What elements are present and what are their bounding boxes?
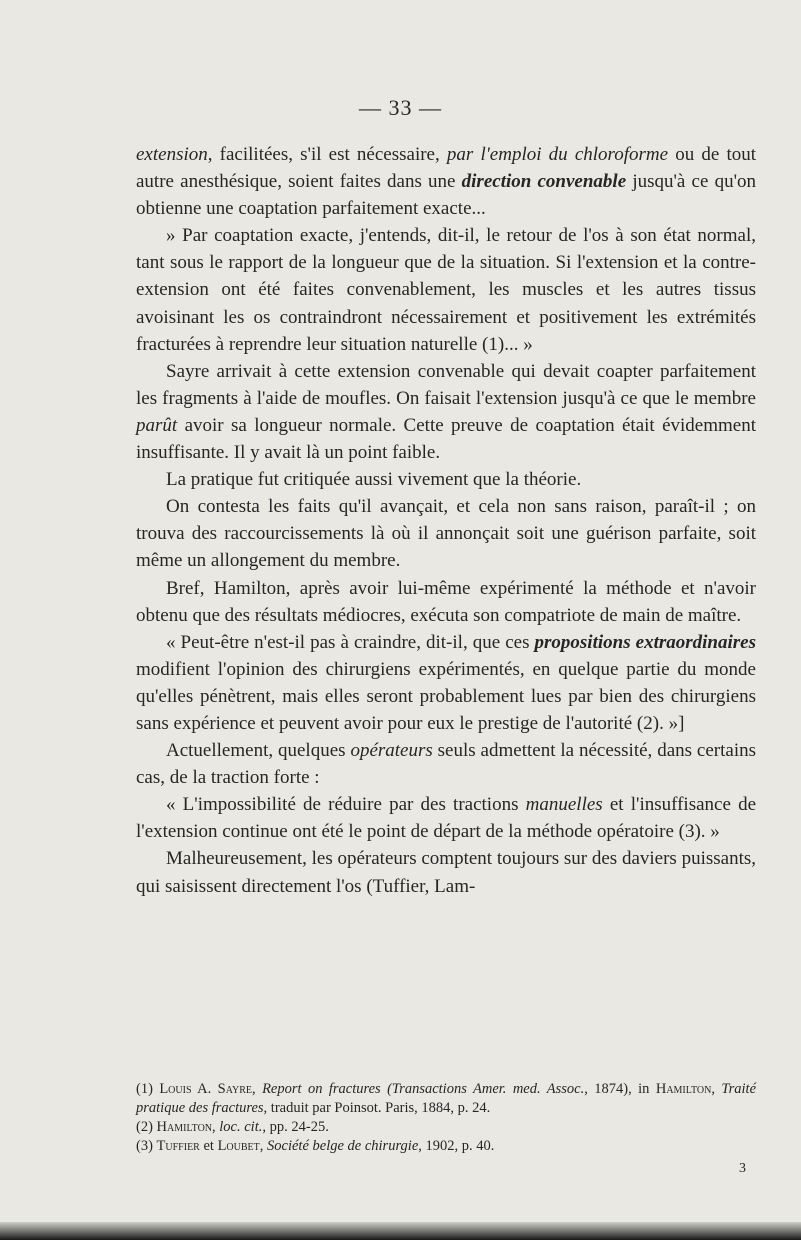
author-name: Tuffier <box>156 1138 200 1154</box>
italic-text: extension <box>136 144 208 165</box>
text-run: » Par coaptation exacte, j'entends, dit-il, le retour de l'os à son état normal, tant sous le rapport de la longueur que de la situation. Si l'extension et la contre-extension ont été faites convenablement, les muscles et les autres tissus avoisinant les os contraindront nécessairement et positivement les extrémités fracturées à reprendre leur situation naturelle (1)... » <box>136 225 756 355</box>
body-text <box>136 141 756 900</box>
author-name: Hamilton <box>655 1081 712 1097</box>
paragraph <box>136 791 756 845</box>
text-run: modifient l'opinion des chirurgiens expérimentés, en quelque partie du monde qu'elles pénètrent, mais elles seront probablement lues par bien des chirurgiens sans expérience et peuvent avoir pour eux le prestige de l'autorité (2). »] <box>136 658 756 734</box>
paragraph <box>136 466 756 493</box>
paragraph <box>136 575 756 629</box>
author-name: Louis A. Sayre <box>159 1081 253 1097</box>
page-edge-shadow <box>0 1222 801 1240</box>
text-run: jusqu'à ce qu'on obtienne une coaptation parfaitement exacte... <box>136 171 757 220</box>
italic-text: par l'emploi du chloroforme <box>446 144 669 165</box>
text-run: avoir sa longueur normale. Cette preuve de coaptation était évidemment insuffisante. Il y avait là un point faible. <box>136 414 756 464</box>
text-run: , <box>259 1138 268 1154</box>
text-run: Actuellement, quelques <box>166 740 351 762</box>
page-number: — 33 — <box>359 95 442 120</box>
paragraph <box>136 222 756 357</box>
footnotes <box>136 1080 756 1156</box>
author-name: Hamilton <box>156 1119 213 1135</box>
text-run: , 1874), in <box>584 1081 656 1097</box>
paragraph <box>136 358 756 466</box>
italic-text: Report on fractures (Transactions Amer. med. Assoc. <box>262 1081 585 1097</box>
text-run: « L'impossibilité de réduire par des tractions <box>166 794 526 816</box>
text-run: ou de tout autre anesthésique, soient faites dans une <box>136 144 756 193</box>
italic-text: loc. cit. <box>219 1119 263 1135</box>
text-run: , facilitées, s'il est nécessaire, <box>207 144 447 165</box>
text-run: seuls admettent la nécessité, dans certains cas, de la traction forte : <box>136 740 756 789</box>
text-run: , 1902, p. 40. <box>418 1138 495 1154</box>
text-run: Malheureusement, les opérateurs comptent toujours sur des daviers puissants, qui saisissent directement l'os (Tuffier, Lam- <box>136 848 756 897</box>
paragraph <box>136 493 756 574</box>
footnote <box>136 1080 756 1118</box>
author-name: Loubet <box>217 1138 260 1154</box>
text-run: et l'insuffisance de l'extension continue ont été le point de départ de la méthode opératoire (3). » <box>136 794 756 843</box>
text-run: , <box>252 1081 263 1097</box>
signature-mark: 3 <box>739 1161 746 1176</box>
emphasized-text: propositions extraordinaires <box>534 631 756 653</box>
italic-text: manuelles <box>525 794 603 816</box>
footnote <box>136 1137 756 1156</box>
text-run: et <box>199 1138 218 1154</box>
text-run: (2) <box>136 1119 157 1135</box>
paragraph <box>136 737 756 791</box>
text-run: , pp. 24-25. <box>262 1119 329 1135</box>
text-run: , <box>212 1119 220 1135</box>
text-run: (3) <box>136 1138 157 1154</box>
paragraph <box>136 845 756 899</box>
text-run: « Peut-être n'est-il pas à craindre, dit-il, que ces <box>166 631 535 653</box>
text-run: , traduit par Poinsot. Paris, 1884, p. 24. <box>263 1100 491 1116</box>
italic-text: parût <box>136 414 178 436</box>
text-run: Sayre arrivait à cette extension convenable qui devait coapter parfaitement les fragments à l'aide de moufles. On faisait l'extension jusqu'à ce que le membre <box>136 360 756 409</box>
paragraph <box>136 141 756 222</box>
paragraph <box>136 629 756 737</box>
text-run: On contesta les faits qu'il avançait, et cela non sans raison, paraît-il ; on trouva des raccourcissements là où il annonçait soit une guérison parfaite, soit même un allongement du membre. <box>136 496 756 572</box>
text-run: La pratique fut critiquée aussi vivement que la théorie. <box>166 469 582 491</box>
italic-text: Société belge de chirurgie <box>267 1138 419 1154</box>
text-run: , <box>711 1081 722 1097</box>
text-run: (1) <box>136 1081 160 1097</box>
italic-text: opérateurs <box>350 740 433 762</box>
footnote <box>136 1118 756 1137</box>
text-run: Bref, Hamilton, après avoir lui-même expérimenté la méthode et n'avoir obtenu que des résultats médiocres, exécuta son compatriote de main de maître. <box>136 577 756 626</box>
emphasized-text: direction convenable <box>461 171 627 193</box>
italic-text: Traité pratique des fractures <box>136 1081 757 1116</box>
